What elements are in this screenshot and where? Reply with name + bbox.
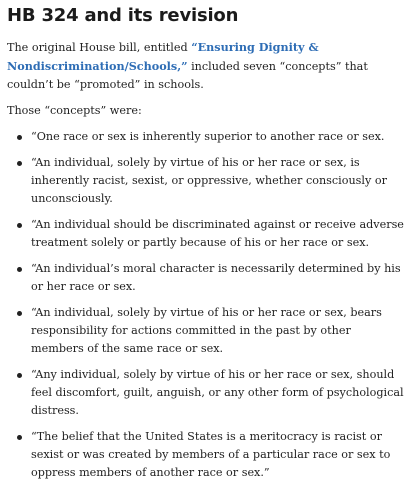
section-heading: HB 324 and its revision — [7, 5, 239, 26]
concept-text: “Any individual, solely by virtue of his or her race or sex, should feel discomfort, guilt, anguish, or any other form of psychological distress. — [31, 368, 404, 417]
list-item — [7, 128, 407, 146]
concept-text: “An individual should be discriminated against or receive adverse treatment solely or partly because of his or her race or sex. — [31, 218, 404, 249]
concepts-lead-paragraph: Those “concepts” were: — [7, 104, 142, 117]
bullet-icon — [17, 223, 22, 228]
intro-text-start: The original House bill, entitled — [7, 41, 192, 54]
intro-text-end: included seven “concepts” that couldn’t be “promoted” in schools. — [7, 60, 368, 91]
concept-text: “An individual’s moral character is necessarily determined by his or her race or sex. — [31, 262, 401, 293]
bill-title-link[interactable]: “Ensuring Dignity & Nondiscrimination/Schools,” — [7, 40, 319, 73]
concept-text: “The belief that the United States is a meritocracy is racist or sexist or was created by members of a particular race or sex to oppress members of another race or sex.” — [31, 430, 391, 479]
concept-text: “An individual, solely by virtue of his or her race or sex, is inherently racist, sexist, or oppressive, whether consciously or unconsciously. — [31, 156, 387, 205]
concept-text: “One race or sex is inherently superior to another race or sex. — [31, 130, 385, 143]
list-item — [7, 366, 407, 420]
bullet-icon — [17, 267, 22, 272]
list-item — [7, 428, 407, 482]
list-item — [7, 260, 407, 296]
bullet-icon — [17, 311, 22, 316]
list-item — [7, 154, 407, 208]
bullet-icon — [17, 373, 22, 378]
bullet-icon — [17, 435, 22, 440]
article — [7, 0, 407, 490]
list-item — [7, 216, 407, 252]
concepts-list — [7, 128, 407, 482]
list-item — [7, 304, 407, 358]
bullet-icon — [17, 161, 22, 166]
concept-text: “An individual, solely by virtue of his or her race or sex, bears responsibility for actions committed in the past by other members of the same race or sex. — [31, 306, 382, 355]
bullet-icon — [17, 135, 22, 140]
intro-paragraph — [7, 38, 407, 94]
